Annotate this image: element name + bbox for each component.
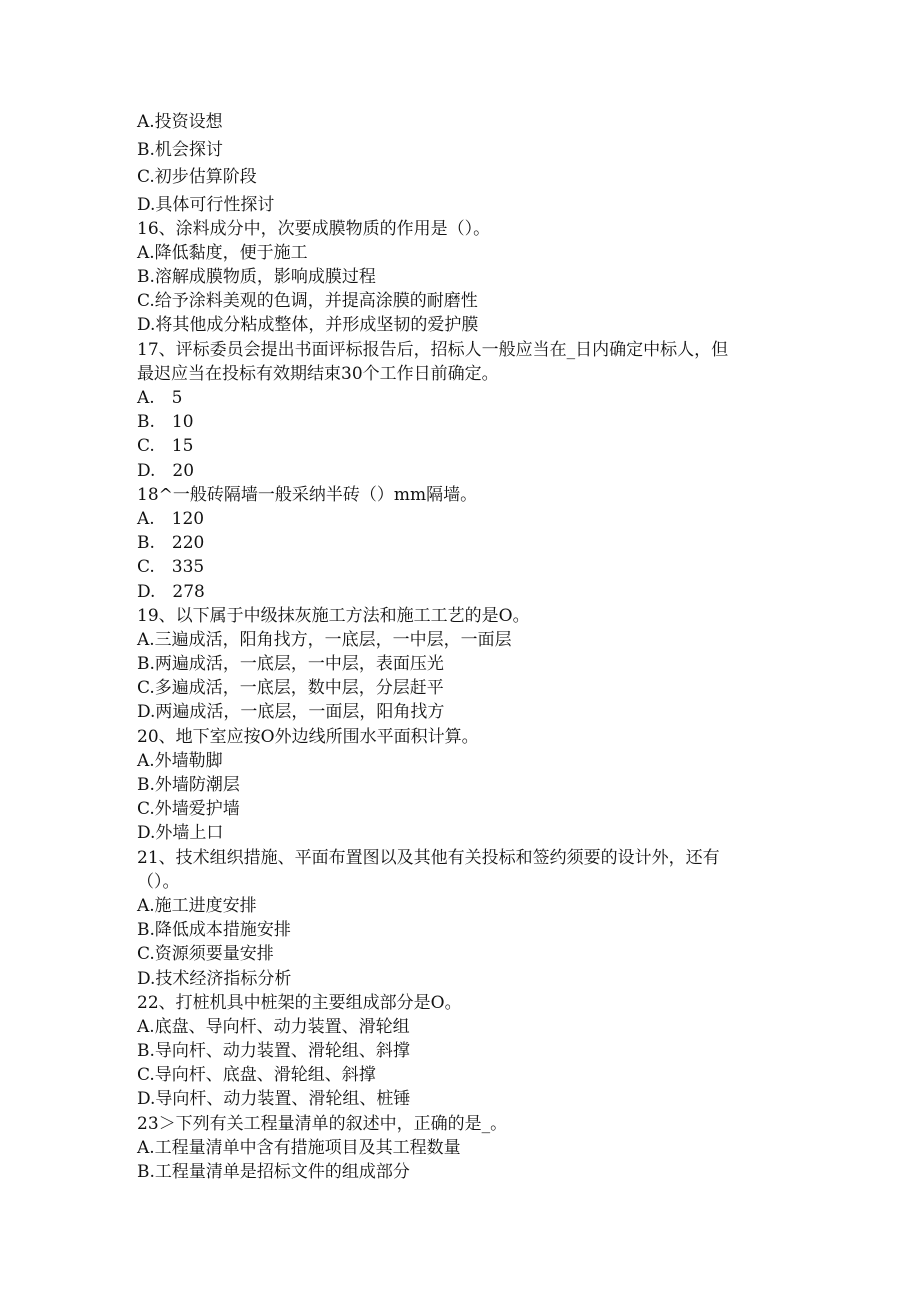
option-a-q20: A.外墙勒脚 [137,750,223,771]
option-d-q17: D. 20 [137,460,195,481]
option-d-q18: D. 278 [137,581,205,602]
option-d-q20: D.外墙上口 [137,823,224,844]
question-16: 16、涂料成分中，次要成膜物质的作用是（）。 [137,218,491,239]
question-22: 22、打桩机具中桩架的主要组成部分是O。 [137,992,462,1013]
option-a-q15: A.投资设想 [137,112,223,132]
option-b-q21: B.降低成本措施安排 [137,920,291,941]
option-a-q23: A.工程量清单中含有措施项目及其工程数量 [137,1137,461,1158]
question-19: 19、以下属于中级抹灰施工方法和施工工艺的是O。 [137,605,530,626]
option-d-q21: D.技术经济指标分析 [137,968,292,989]
option-a-q21: A.施工进度安排 [137,895,257,916]
option-c-q16: C.给予涂料美观的色调，并提高涂膜的耐磨性 [137,291,478,312]
option-b-q19: B.两遍成活，一底层，一中层，表面压光 [137,654,444,675]
question-21-line-2: （）。 [137,871,180,892]
question-17-line-1: 17、评标委员会提出书面评标报告后，招标人一般应当在_日内确定中标人，但 [137,339,729,360]
option-c-q18: C. 335 [137,557,205,578]
question-20: 20、地下室应按O外边线所围水平面积计算。 [137,726,479,747]
document-body [137,110,787,1184]
option-a-q17: A. 5 [137,388,183,408]
option-b-q23: B.工程量清单是招标文件的组成部分 [137,1162,410,1182]
option-d-q16: D.将其他成分粘成整体，并形成坚韧的爱护膜 [137,315,479,336]
option-d-q19: D.两遍成活，一底层，一面层，阳角找方 [137,702,445,723]
option-c-q17: C. 15 [137,436,194,457]
option-c-q19: C.多遍成活，一底层，数中层，分层赶平 [137,678,444,699]
option-d-q15: D.具体可行性探讨 [137,194,275,215]
option-b-q15: B.机会探讨 [137,139,223,160]
option-b-q17: B. 10 [137,412,194,433]
option-c-q22: C.导向杆、底盘、滑轮组、斜撑 [137,1065,376,1086]
question-17-line-2: 最迟应当在投标有效期结束30个工作日前确定。 [137,363,499,384]
option-b-q22: B.导向杆、动力装置、滑轮组、斜撑 [137,1041,410,1062]
option-b-q20: B.外墙防潮层 [137,775,240,795]
option-a-q18: A. 120 [137,508,205,529]
question-18: 18^一般砖隔墙一般采纳半砖（）mm隔墙。 [137,484,478,505]
option-c-q15: C.初步估算阶段 [137,167,257,187]
option-b-q16: B.溶解成膜物质，影响成膜过程 [137,267,376,288]
option-b-q18: B. 220 [137,533,205,554]
option-a-q19: A.三遍成活，阳角找方，一底层，一中层，一面层 [137,629,512,650]
option-c-q20: C.外墙爱护墙 [137,799,240,820]
option-d-q22: D.导向杆、动力装置、滑轮组、桩锤 [137,1089,411,1110]
option-c-q21: C.资源须要量安排 [137,944,274,965]
option-a-q22: A.底盘、导向杆、动力装置、滑轮组 [137,1016,410,1037]
option-a-q16: A.降低黏度，便于施工 [137,242,308,263]
question-21-line-1: 21、技术组织措施、平面布置图以及其他有关投标和签约须要的设计外，还有 [137,847,720,868]
question-23: 23＞下列有关工程量清单的叙述中，正确的是_。 [137,1113,508,1134]
